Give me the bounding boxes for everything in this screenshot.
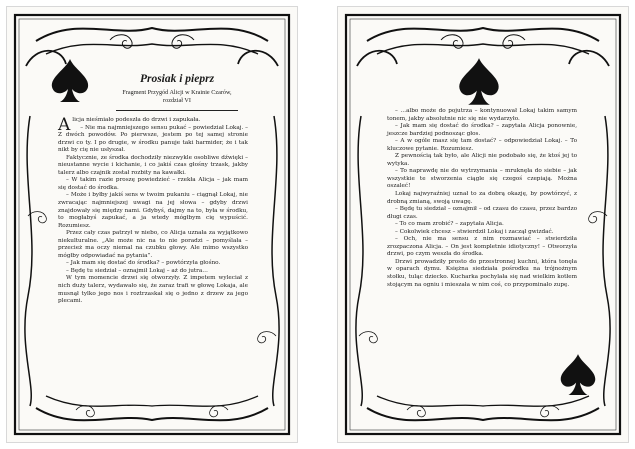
paragraph: Z pewnością tak było, ale Alicji nie podobało się, że ktoś jej to wytyka.: [387, 153, 577, 167]
paragraph: – A w ogóle masz się tam dostać? – odpowiedział Lokaj. – To kluczowe pytanie. Rozumiesz.: [387, 138, 577, 152]
paragraph: – W takim razie proszę powiedzieć – rzekła Alicja – jak mam się dostać do środka.: [58, 177, 248, 191]
spade-icon: [457, 56, 501, 108]
paragraph: – Jak mam się dostać do środka? – zapytała Alicja ponownie, jeszcze bardziej podnosząc głos.: [387, 123, 577, 137]
paragraph: Lokaj najwyraźniej uznał to za dobrą okazję, by powtórzyć, z drobną zmianą, swoją uwagę.: [387, 191, 577, 205]
left-page-text: [58, 117, 248, 306]
paragraph: W tym momencie drzwi się otworzyły. Z impetem wyleciał z nich duży talerz, wydawało się, że zaraz trafi w głowę Lokaja, ale musnął tylko jego nos i roztrzaskał się o jedno z drzew za jego plecami.: [58, 275, 248, 305]
chapter-subtitle: Fragment Przygód Alicji w Krainie Czarów, rozdział VI: [122, 89, 232, 105]
spade-icon: [50, 56, 90, 106]
title-divider: [116, 110, 238, 111]
paragraph: – Och, nie ma sensu z nim rozmawiać – stwierdziła zrozpaczona Alicja. – On jest kompletnie idiotyczny! – Otworzyła drzwi, po czym weszła do środka.: [387, 236, 577, 258]
paragraph: – Może i byłby jakiś sens w twoim pukaniu – ciągnął Lokaj, nie zwracając najmniejszej uwagi na jej słowa – gdyby drzwi znajdowały się między nami. Gdybyś, dajmy na to, była w środku, to mogłabyś zapukać, a ja wtedy mógłbym cię wypuścić. Rozumiesz.: [58, 192, 248, 229]
paragraph: Faktycznie, ze środka dochodziły niezwykle osobliwe dźwięki – nieustanne wycie i kichanie, i co jakiś czas głośny trzask, jakby talerz albo czajnik został rozbity na kawałki.: [58, 154, 248, 176]
right-page-text: [387, 108, 577, 289]
paragraph: Drzwi prowadziły prosto do przestronnej kuchni, która tonęła w oparach dymu. Księżna siedziała pośrodku na trójnożnym stołku, tuląc dziecko. Kucharka pochylała się nad wielkim kotłem stojącym na ogniu i mieszała w nim coś, co przypominało zupę.: [387, 258, 577, 288]
paragraph: – Cokolwiek chcesz – stwierdził Lokaj i zaczął gwizdać.: [395, 228, 554, 235]
paragraph: Przez cały czas patrzył w niebo, co Alicja uznała za wyjątkowo niekulturalne. „Ale może nic na to nie poradzi – pomyślała – przecież ma oczy niemal na czubku głowy. Ale mimo wszystko mógłby odpowiadać na pytania”.: [58, 230, 248, 259]
paragraph: – Będę tu siedział – oznajmił Lokaj – aż do jutra…: [66, 267, 208, 274]
paragraph: – To naprawdę nie do wytrzymania – mruknęła do siebie – jak wszystkie te stworzenia ciągle się czegoś czepiają. Można oszaleć!: [387, 168, 577, 190]
paragraph: – …albo może do pojutrza – kontynuował Lokaj takim samym tonem, jakby absolutnie nic się nie wydarzyło.: [387, 108, 577, 122]
drop-cap: A: [58, 115, 71, 135]
paragraph: – To co mam zrobić? – zapytała Alicja.: [395, 221, 504, 228]
paragraph: – Jak mam się dostać do środka? – powtórzyła głośno.: [66, 260, 221, 267]
spade-icon: [559, 352, 597, 398]
paragraph: – Będę tu siedział – oznajmił – od czasu do czasu, przez bardzo długi czas.: [387, 206, 577, 220]
paragraph: Alicja nieśmiało podeszła do drzwi i zapukała.: [58, 115, 201, 135]
paragraph: – Nie ma najmniejszego sensu pukać – powiedział Lokaj. – Z dwóch powodów. Po pierwsze, jestem po tej samej stronie drzwi co ty. I po drugie, w środku panuje taki harmider, że i tak nikt by cię nie usłyszał.: [58, 124, 248, 154]
chapter-title: Prosiak i pieprz: [139, 73, 215, 85]
right-page: [337, 6, 629, 443]
left-page: [6, 6, 298, 443]
